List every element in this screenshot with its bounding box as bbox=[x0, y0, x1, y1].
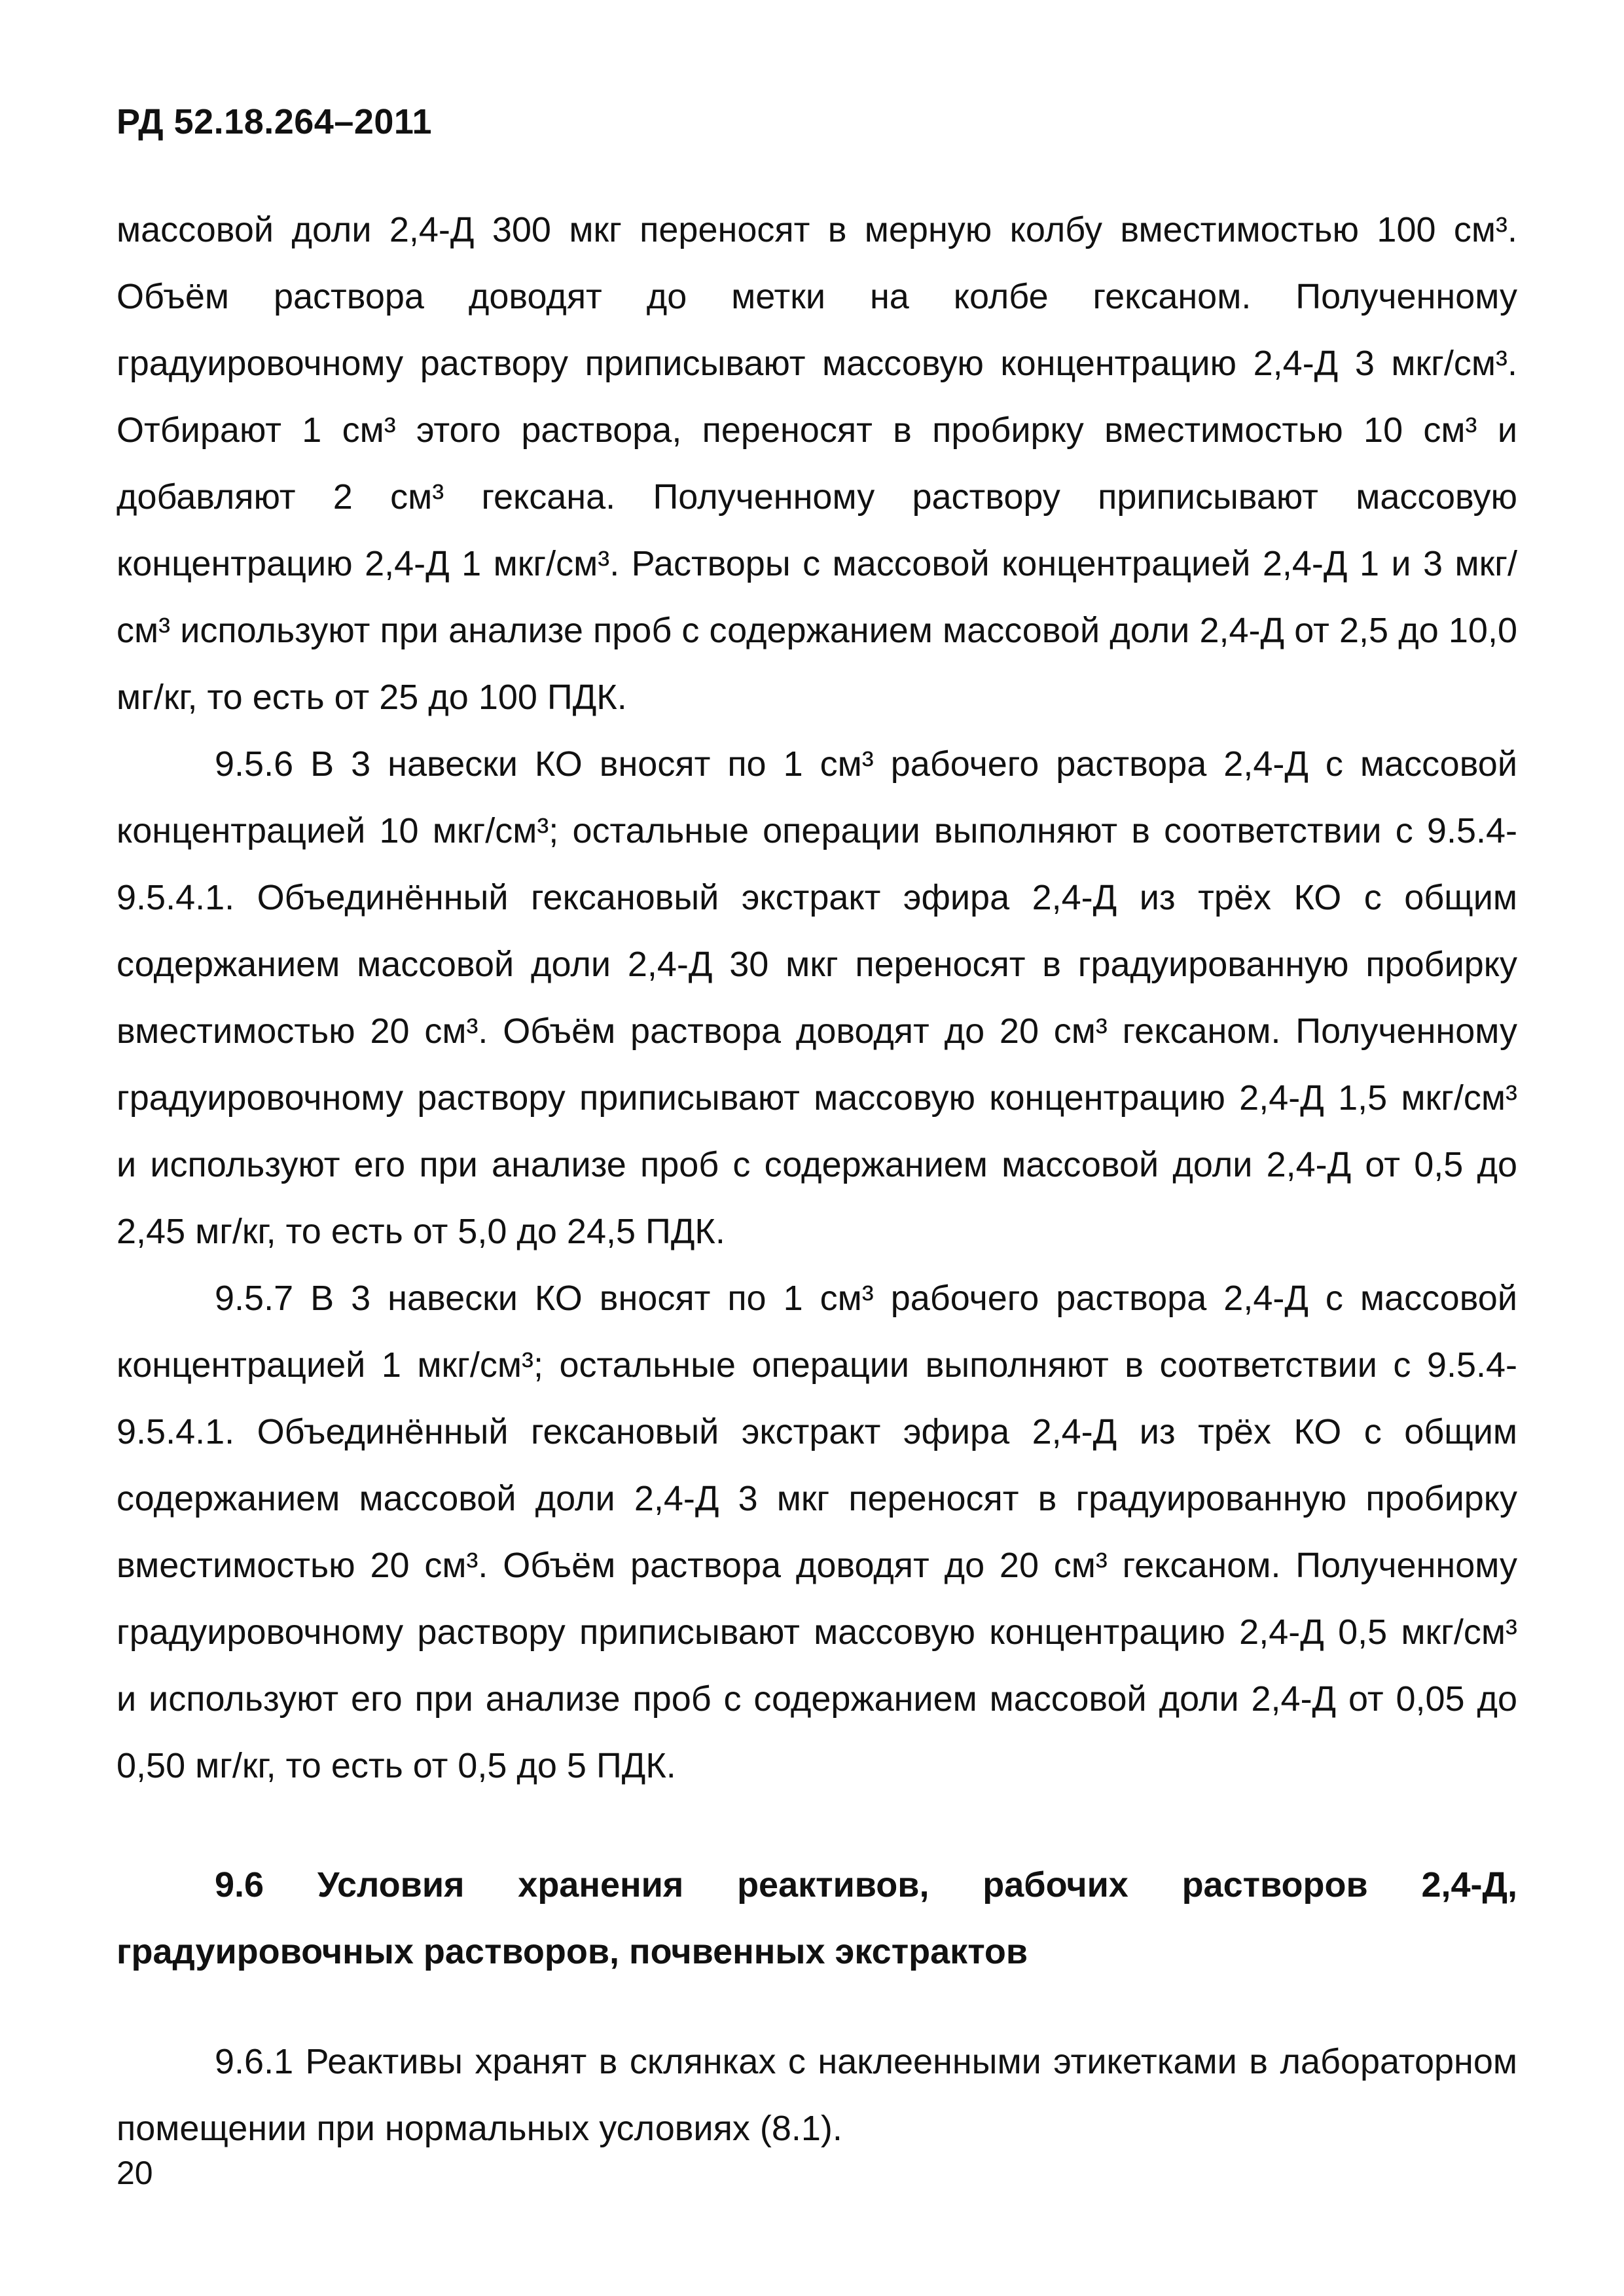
section-heading-9-6: 9.6 Условия хранения реактивов, рабочих растворов 2,4-Д, градуировочных растворов, почвенных экстрактов bbox=[117, 1865, 1517, 1971]
paragraph-9-6-1: 9.6.1 Реактивы хранят в склянках с наклеенными этикетками в лабораторном помещении при нормальных условиях (8.1). bbox=[117, 2042, 1517, 2148]
paragraph-9-5-6: 9.5.6 В 3 навески КО вносят по 1 см³ рабочего раствора 2,4-Д с массовой концентрацией 10 мкг/см³; остальные операции выполняют в соответствии с 9.5.4-9.5.4.1. Объединённый гексановый экстракт эфира 2,4-Д из трёх КО с общим содержанием массовой доли 2,4-Д 30 мкг переносят в градуированную пробирку вместимостью 20 см³. Объём раствора доводят до 20 см³ гексаном. Полученному градуировочному раствору приписывают массовую концентрацию 2,4-Д 1,5 мкг/см³ и используют его при анализе проб с содержанием массовой доли 2,4-Д от 0,5 до 2,45 мг/кг, то есть от 5,0 до 24,5 ПДК. bbox=[117, 744, 1517, 1251]
paragraph-9-5-7: 9.5.7 В 3 навески КО вносят по 1 см³ рабочего раствора 2,4-Д с массовой концентрацией 1 мкг/см³; остальные операции выполняют в соответствии с 9.5.4-9.5.4.1. Объединённый гексановый экстракт эфира 2,4-Д из трёх КО с общим содержанием массовой доли 2,4-Д 3 мкг переносят в градуированную пробирку вместимостью 20 см³. Объём раствора доводят до 20 см³ гексаном. Полученному градуировочному раствору приписывают массовую концентрацию 2,4-Д 0,5 мкг/см³ и используют его при анализе проб с содержанием массовой доли 2,4-Д от 0,05 до 0,50 мг/кг, то есть от 0,5 до 5 ПДК. bbox=[117, 1279, 1517, 1785]
document-body bbox=[117, 196, 1517, 2162]
paragraph-continued: массовой доли 2,4-Д 300 мкг переносят в мерную колбу вместимостью 100 см³. Объём раствора доводят до метки на колбе гексаном. Полученному градуировочному раствору приписывают массовую концентрацию 2,4-Д 3 мкг/см³. Отбирают 1 см³ этого раствора, переносят в пробирку вместимостью 10 см³ и добавляют 2 см³ гексана. Полученному раствору приписывают массовую концентрацию 2,4-Д 1 мкг/см³. Растворы с массовой концентрацией 2,4-Д 1 и 3 мкг/см³ используют при анализе проб с содержанием массовой доли 2,4-Д от 2,5 до 10,0 мг/кг, то есть от 25 до 100 ПДК. bbox=[117, 210, 1517, 717]
document-code-header: РД 52.18.264–2011 bbox=[117, 102, 433, 141]
page-number: 20 bbox=[117, 2155, 153, 2191]
